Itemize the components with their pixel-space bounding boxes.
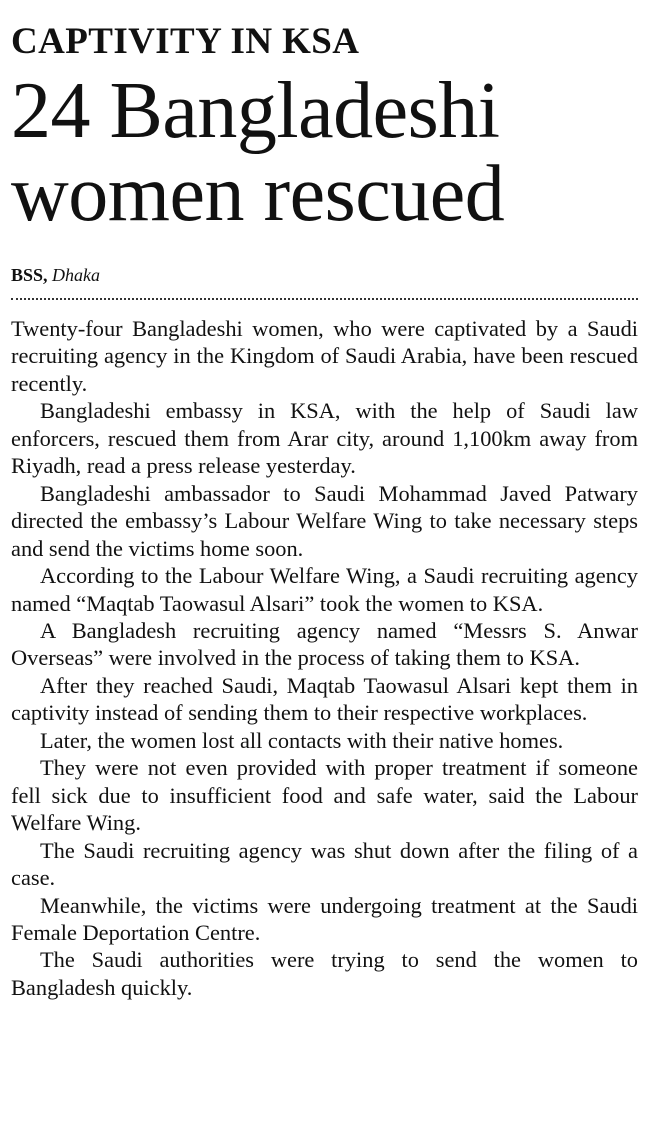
body-paragraph-8: They were not even provided with proper treatment if someone fell sick due to insufficient food and safe water, said the Labour Welfare Wing.: [11, 755, 638, 836]
body-paragraph-5: A Bangladesh recruiting agency named “Messrs S. Anwar Overseas” were involved in the process of taking them to KSA.: [11, 617, 638, 671]
body-paragraph-4: According to the Labour Welfare Wing, a Saudi recruiting agency named “Maqtab Taowasul Alsari” took the women to KSA.: [11, 563, 638, 616]
dotted-divider: [11, 298, 638, 300]
body-paragraph-3: Bangladeshi ambassador to Saudi Mohammad Javed Patwary directed the embassy’s Labour Welfare Wing to take necessary steps and send the victims home soon.: [11, 480, 638, 561]
body-paragraph-11: The Saudi authorities were trying to send the women to Bangladesh quickly.: [11, 947, 638, 1000]
article-kicker: CAPTIVITY IN KSA: [11, 21, 360, 62]
byline-agency: BSS,: [11, 265, 48, 285]
article-headline: [11, 67, 649, 238]
body-paragraph-10: Meanwhile, the victims were undergoing treatment at the Saudi Female Deportation Centre.: [11, 892, 638, 945]
article-body: [11, 315, 638, 1001]
body-paragraph-9: The Saudi recruiting agency was shut down after the filing of a case.: [11, 837, 638, 891]
byline: [11, 264, 100, 286]
headline-line-2: women rescued: [11, 150, 505, 238]
headline-line-1: 24 Bangladeshi: [11, 67, 500, 155]
body-paragraph-6: After they reached Saudi, Maqtab Taowasul Alsari kept them in captivity instead of sending them to their respective workplaces.: [11, 672, 638, 726]
body-paragraph-1: Twenty-four Bangladeshi women, who were captivated by a Saudi recruiting agency in the Kingdom of Saudi Arabia, have been rescued recently.: [11, 316, 638, 396]
body-paragraph-7: Later, the women lost all contacts with their native homes.: [40, 727, 564, 753]
body-paragraph-2: Bangladeshi embassy in KSA, with the help of Saudi law enforcers, rescued them from Arar city, around 1,100km away from Riyadh, read a press release yesterday.: [11, 398, 638, 479]
byline-location: Dhaka: [52, 265, 101, 285]
